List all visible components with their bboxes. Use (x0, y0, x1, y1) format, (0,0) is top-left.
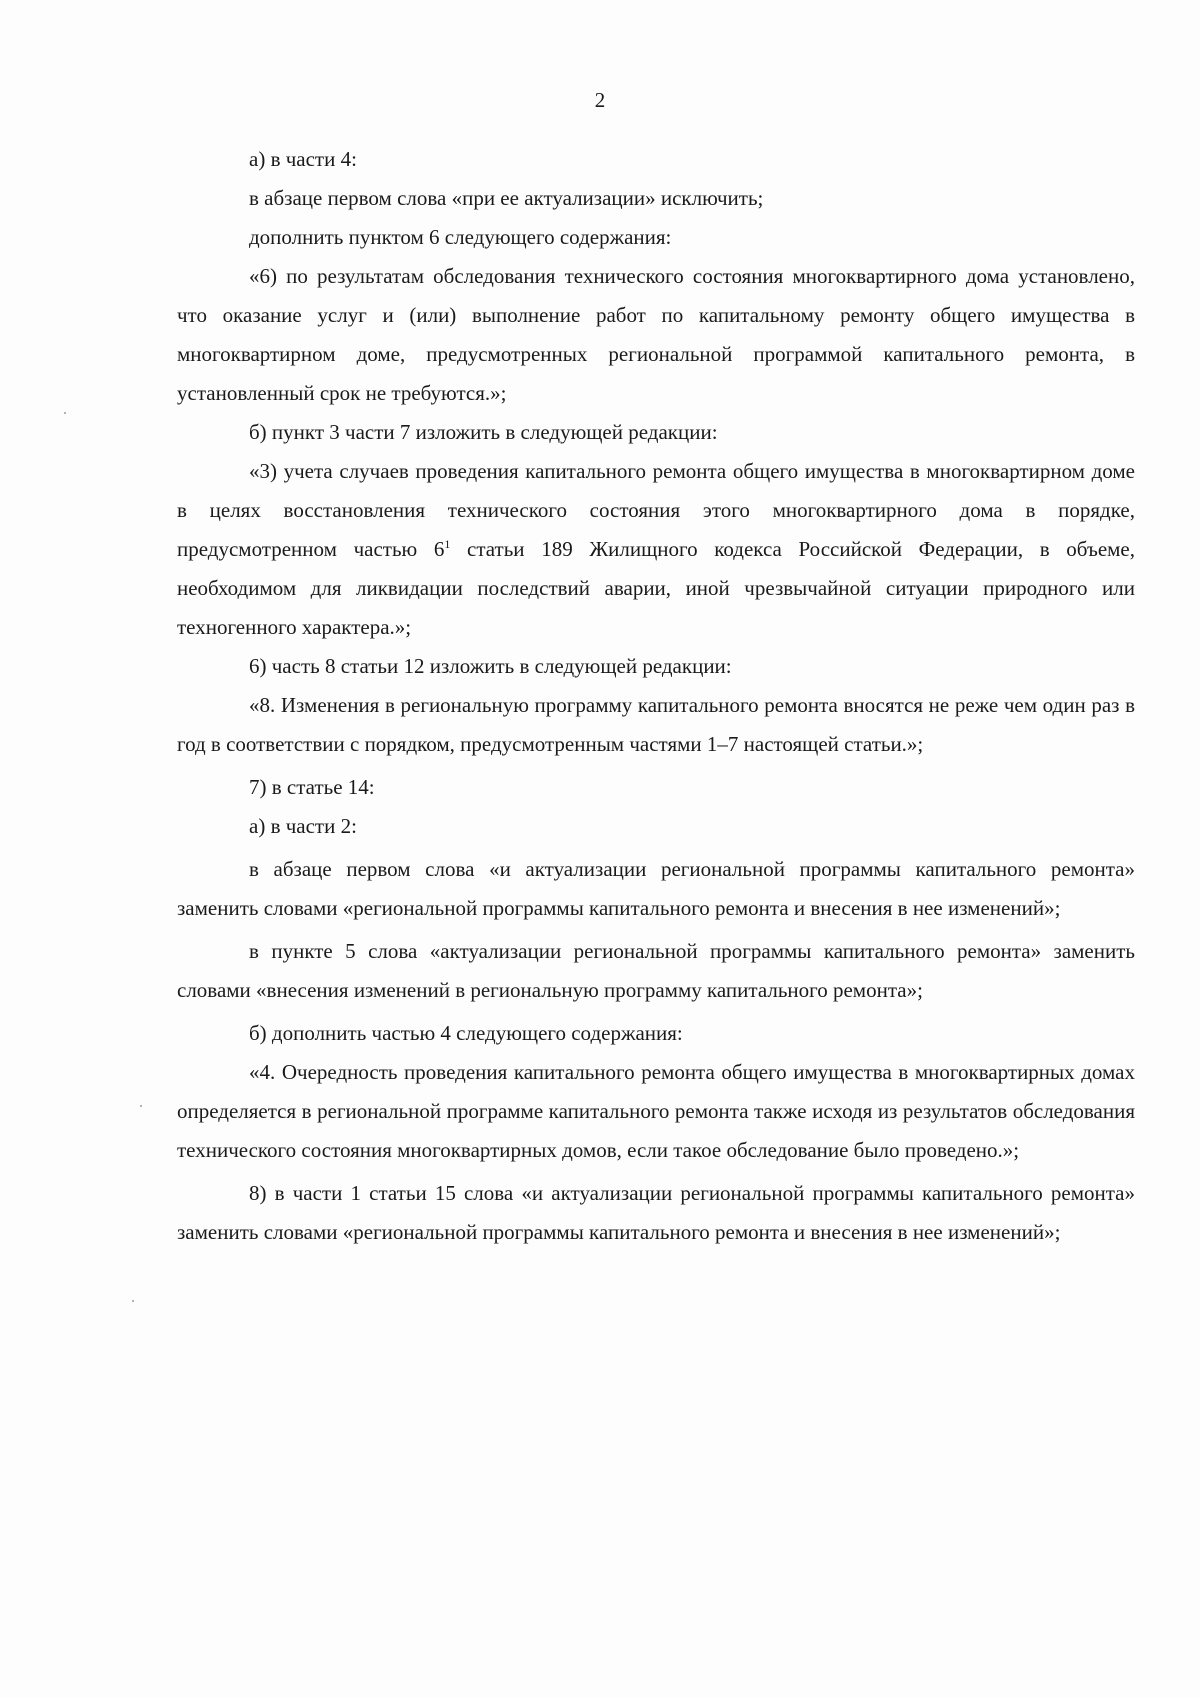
page-number: 2 (594, 88, 606, 112)
item-3-text-before: «3) учета случаев проведения капитального ремонта общего имущества в многоквартирном доме в целях восстановления технического состояния этого многоквартирного дома в порядке, предусмотренном частью 6 (177, 459, 1135, 561)
paragraph-add-item-6: дополнить пунктом 6 следующего содержания: (249, 225, 672, 249)
paragraph-b-item-3-part-7: б) пункт 3 части 7 изложить в следующей редакции: (249, 420, 718, 444)
paragraph-7-article-14: 7) в статье 14: (249, 775, 375, 799)
paragraph-item-8-text: «8. Изменения в региональную программу капитального ремонта вносятся не реже чем один раз в год в соответствии с порядком, предусмотренным частями 1–7 настоящей статьи.»; (177, 693, 1135, 756)
scan-speck (132, 1300, 134, 1302)
scan-speck (140, 1105, 142, 1107)
paragraph-first-abzac: в абзаце первом слова «при ее актуализации» исключить; (249, 186, 764, 210)
paragraph-first-abzac-replace: в абзаце первом слова «и актуализации региональной программы капитального ремонта» заменить словами «региональной программы капитального ремонта и внесения в нее изменений»; (177, 857, 1135, 920)
scan-speck (64, 412, 66, 414)
paragraph-6-part-8-article-12: 6) часть 8 статьи 12 изложить в следующей редакции: (249, 654, 732, 678)
paragraph-item-6-text: «6) по результатам обследования технического состояния многоквартирного дома установлено, что оказание услуг и (или) выполнение работ по капитальному ремонту общего имущества в многоквартирном доме, предусмотренных региональной программой капитального ремонта, в установленный срок не требуются.»; (177, 264, 1135, 405)
document-body (177, 140, 1135, 1252)
paragraph-a-part-4: а) в части 4: (249, 147, 357, 171)
paragraph-b-add-part-4: б) дополнить частью 4 следующего содержания: (249, 1021, 683, 1045)
item-3-text-after: статьи 189 Жилищного кодекса Российской Федерации, в объеме, необходимом для ликвидации последствий аварии, иной чрезвычайной ситуации природного или техногенного характера.»; (177, 537, 1135, 639)
paragraph-part-4-text: «4. Очередность проведения капитального ремонта общего имущества в многоквартирных домах определяется в региональной программе капитального ремонта также исходя из результатов обследования технического состояния многоквартирных домов, если такое обследование было проведено.»; (177, 1060, 1135, 1162)
paragraph-a-part-2: а) в части 2: (249, 814, 357, 838)
paragraph-8-part-1-article-15: 8) в части 1 статьи 15 слова «и актуализации региональной программы капитального ремонта» заменить словами «региональной программы капитального ремонта и внесения в нее изменений»; (177, 1181, 1135, 1244)
paragraph-item-5-replace: в пункте 5 слова «актуализации региональной программы капитального ремонта» заменить словами «внесения изменений в региональную программу капитального ремонта»; (177, 939, 1135, 1002)
item-3-superscript: 1 (444, 537, 451, 551)
paragraph-item-3-text (177, 452, 1135, 647)
